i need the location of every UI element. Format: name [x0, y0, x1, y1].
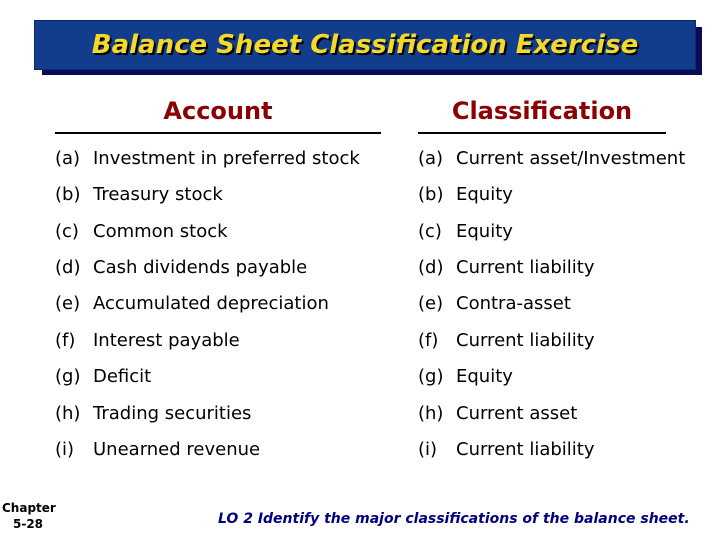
classification-row [418, 403, 577, 427]
row-letter: (a) [418, 148, 444, 169]
row-letter: (g) [418, 366, 444, 387]
row-letter: (d) [418, 257, 444, 278]
classification-row [418, 439, 595, 463]
classification-column-header: Classification [418, 96, 666, 134]
row-letter: (d) [55, 257, 81, 278]
account-name: Interest payable [93, 330, 240, 351]
account-row [55, 330, 240, 354]
row-letter: (e) [55, 293, 81, 314]
classification-row [418, 148, 685, 172]
row-letter: (i) [55, 439, 75, 460]
account-row [55, 403, 251, 427]
row-letter: (a) [55, 148, 81, 169]
row-letter: (f) [55, 330, 76, 351]
account-name: Investment in preferred stock [93, 148, 360, 169]
account-name: Accumulated depreciation [93, 293, 329, 314]
classification-row [418, 221, 513, 245]
account-name: Treasury stock [93, 184, 223, 205]
classification-value: Equity [456, 221, 513, 242]
classification-value: Current liability [456, 257, 595, 278]
row-letter: (i) [418, 439, 438, 460]
classification-value: Contra-asset [456, 293, 571, 314]
account-name: Unearned revenue [93, 439, 261, 460]
account-column-header: Account [55, 96, 381, 134]
classification-row [418, 184, 513, 208]
account-row [55, 221, 228, 245]
account-row [55, 293, 329, 317]
row-letter: (c) [55, 221, 79, 242]
row-letter: (c) [418, 221, 442, 242]
account-name: Trading securities [93, 403, 252, 424]
classification-value: Equity [456, 366, 513, 387]
classification-value: Current liability [456, 439, 595, 460]
classification-row [418, 330, 595, 354]
classification-value: Equity [456, 184, 513, 205]
row-letter: (g) [55, 366, 81, 387]
title-banner [34, 20, 696, 70]
classification-value: Current liability [456, 330, 595, 351]
learning-objective: LO 2 Identify the major classifications of the balance sheet. [218, 511, 690, 527]
chapter-number: 5-28 [12, 517, 44, 531]
row-letter: (h) [418, 403, 444, 424]
account-name: Deficit [93, 366, 152, 387]
row-letter: (b) [55, 184, 81, 205]
account-row [55, 184, 223, 208]
chapter-label [2, 500, 54, 532]
classification-row [418, 257, 595, 281]
page-title: Balance Sheet Classification Exercise [91, 30, 639, 60]
account-row [55, 257, 307, 281]
account-name: Cash dividends payable [93, 257, 308, 278]
classification-value: Current asset/Investment [456, 148, 686, 169]
account-name: Common stock [93, 221, 228, 242]
classification-row [418, 366, 513, 390]
classification-row [418, 293, 571, 317]
row-letter: (e) [418, 293, 444, 314]
row-letter: (b) [418, 184, 444, 205]
row-letter: (h) [55, 403, 81, 424]
account-row [55, 439, 260, 463]
row-letter: (f) [418, 330, 439, 351]
account-row [55, 366, 151, 390]
account-row [55, 148, 360, 172]
classification-value: Current asset [456, 403, 578, 424]
chapter-text: Chapter [2, 501, 56, 515]
